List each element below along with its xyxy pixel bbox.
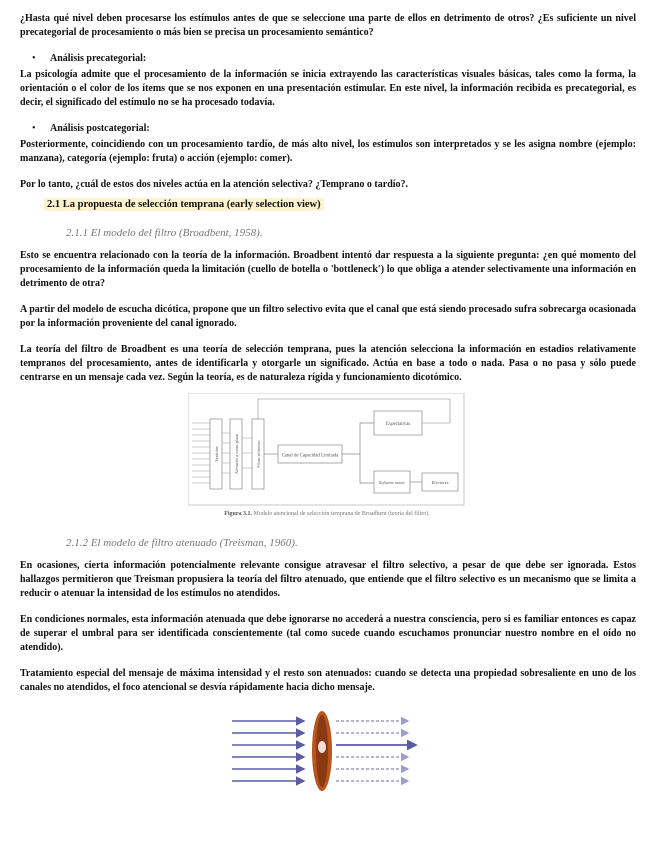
caption-number: Figura 3.1. — [224, 511, 253, 517]
paragraph-normal-conditions: En condiciones normales, esta información atenuada que debe ignorarse no accederá a nuestra consciencia, pero si es familiar entonces es capaz de superar el umbral para ser identificada conscientemente (tal como sucede cuando escuchamos pronunciar nuestro nombre en el oído no atendido). — [20, 614, 636, 653]
label-canal: Canal de Capacidad Limitada — [281, 453, 339, 459]
intro-paragraph: ¿Hasta qué nivel deben procesarse los estímulos antes de que se seleccione una parte de ellos en detrimento de otros? ¿Es suficiente un nivel precategorial de procesamiento o más bien se precisa un procesamiento semántico? — [20, 13, 636, 38]
document-page — [20, 12, 636, 809]
broadbent-diagram — [188, 393, 466, 517]
paragraph-dichotic: A partir del modelo de escucha dicótica, propone que un filtro selectivo evita que el canal que está siendo procesado sufra sobrecarga ocasionada por la información proveniente del canal ignorado. — [20, 304, 636, 329]
attenuated-arrows — [336, 721, 408, 781]
attenuation-illustration — [212, 709, 432, 809]
paragraph-treisman: En ocasiones, cierta información potencialmente relevante consigue atravesar el filtro selectivo, a pesar de que debe ser ignorada. Estos hallazgos permitieron que Treisman propusiera la teoría del filtro atenuado, que entiende que el filtro selectivo es un mecanismo que se limita a reducir o atenuar la intensidad de los estímulos no atendidos. — [20, 560, 636, 599]
filter-lens-icon — [312, 711, 332, 791]
broadbent-diagram-svg — [188, 393, 466, 517]
bullet-precategorial — [32, 52, 636, 66]
label-refuerzo: Refuerzo motor — [379, 480, 405, 485]
bullet-postcategorial — [32, 122, 636, 136]
bullet-dot: • — [32, 53, 36, 64]
paragraph-filter-theory: La teoría del filtro de Broadbent es una teoría de selección temprana, pues la atención selecciona la información en estadios relativamente tempranos del procesamiento, antes de identificarla y otorgarle un significado. Actúa en base a todo o nada. Pasa o no pasa y sólo puede centrarse en un mensaje cada vez. Según la teoría, es de naturaleza rígida y funcionamiento dicotómico. — [20, 344, 636, 383]
section-heading: 2.1 La propuesta de selección temprana (early selection view) — [44, 198, 324, 211]
input-lines — [192, 423, 210, 483]
subsection-heading-attenuated: 2.1.2 El modelo de filtro atenuado (Treisman, 1960). — [66, 537, 298, 549]
label-filtro: Filtro selectivo — [256, 440, 261, 468]
caption-text: Modelo atencional de selección temprana de Broadbent (teoría del filtro). — [253, 511, 430, 517]
paragraph-broadbent-question: Esto se encuentra relacionado con la teoría de la información. Broadbent intentó dar respuesta a la siguiente pregunta: ¿en qué momento del procesamiento de la información queda la limitación (cuello de botella o 'bottleneck') lo que obliga a atender selectivamente una información en detrimento de otra? — [20, 250, 636, 289]
postcategorial-text: Posteriormente, coincidiendo con un procesamiento tardío, de más alto nivel, los estímulos son interpretados y se les asigna nombre (ejemplo: manzana), categoría (ejemplo: fruta) o acción (ejemplo: comer). — [20, 139, 636, 164]
subsection-heading-filter: 2.1.1 El modelo del filtro (Broadbent, 1958). — [66, 227, 263, 239]
bullet-label: Análisis precategorial: — [50, 53, 147, 64]
figure-caption — [188, 511, 466, 517]
label-almacen: Almacén a corto plazo — [234, 433, 239, 475]
label-expectativas: Expectativas — [385, 422, 411, 427]
bullet-label: Análisis postcategorial: — [50, 123, 150, 134]
label-efectores: Efectores — [431, 480, 449, 485]
incoming-arrows — [232, 721, 304, 781]
question-paragraph: Por lo tanto, ¿cuál de estos dos niveles actúa en la atención selectiva? ¿Temprano o tardío?. — [20, 179, 409, 190]
label-sentidos: Sentidos — [214, 446, 219, 462]
precategorial-text: La psicología admite que el procesamiento de la información se inicia extrayendo las características visuales básicas, tales como la forma, la orientación o el color de los ítems que se nos exponen en una presentación estimular. En este nivel, la información recibida es precategorial, es decir, el significado del estímulo no se ha procesado todavía. — [20, 69, 636, 108]
bullet-dot: • — [32, 123, 36, 134]
paragraph-special-treatment: Tratamiento especial del mensaje de máxima intensidad y el resto son atenuados: cuando se detecta una propiedad sobresaliente en uno de los canales no atendidos, el foco atencional se desvía rápidamente hacia dicho mensaje. — [20, 668, 636, 693]
attenuation-svg — [212, 709, 432, 809]
